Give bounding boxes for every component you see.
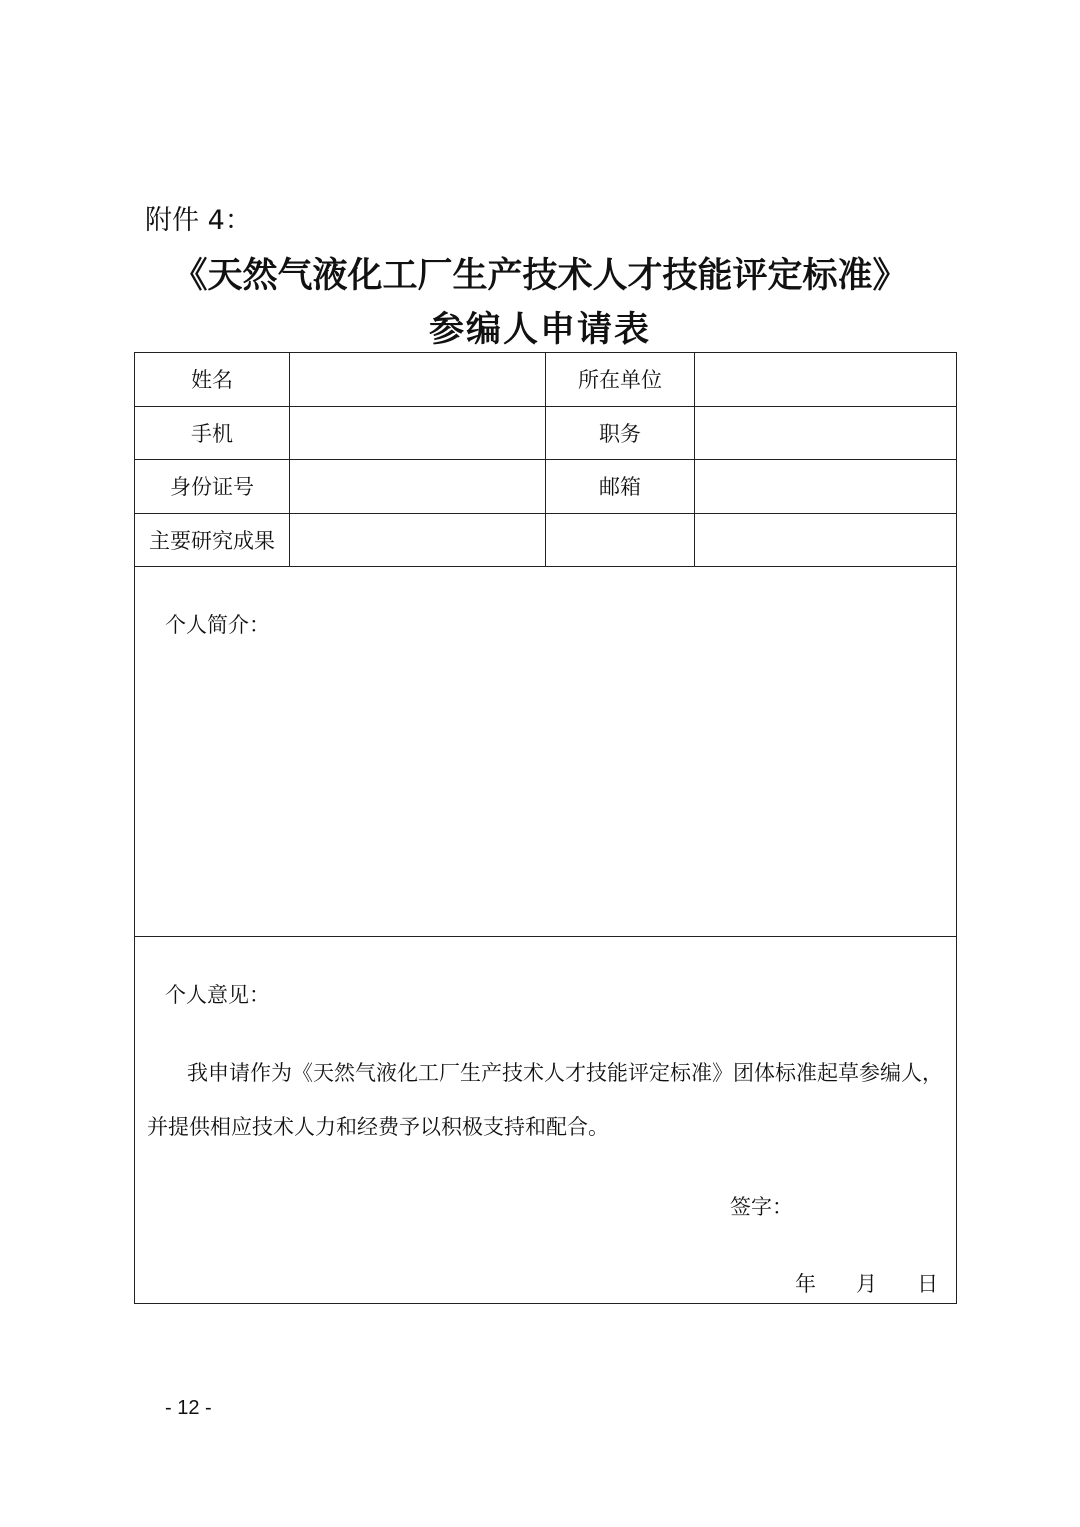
table-row — [135, 513, 957, 567]
table-row — [135, 353, 957, 407]
organization-label: 所在单位 — [546, 353, 695, 407]
personal-intro-cell[interactable] — [135, 567, 957, 937]
form-title: 《天然气液化工厂生产技术人才技能评定标准》 — [172, 255, 908, 296]
personal-opinion-label: 个人意见： — [165, 983, 270, 1007]
mobile-label: 手机 — [135, 406, 290, 460]
signature-label: 签字： — [730, 1195, 793, 1219]
attachment-label: 附件 4： — [145, 205, 252, 236]
opinion-statement-line1: 我申请作为《天然气液化工厂生产技术人才技能评定标准》团体标准起草参编人， — [187, 1061, 943, 1085]
email-field[interactable] — [695, 460, 957, 514]
name-field[interactable] — [290, 353, 546, 407]
opinion-statement-line2: 并提供相应技术人力和经费予以积极支持和配合。 — [147, 1115, 609, 1139]
position-label: 职务 — [546, 406, 695, 460]
position-field[interactable] — [695, 406, 957, 460]
research-results-field-2[interactable] — [546, 513, 695, 567]
table-row — [135, 460, 957, 514]
date-label: 年 月 日 — [795, 1272, 939, 1296]
personal-opinion-cell[interactable] — [135, 937, 957, 1304]
organization-field[interactable] — [695, 353, 957, 407]
table-row — [135, 937, 957, 1304]
id-number-label: 身份证号 — [135, 460, 290, 514]
mobile-field[interactable] — [290, 406, 546, 460]
name-label: 姓名 — [135, 353, 290, 407]
id-number-field[interactable] — [290, 460, 546, 514]
research-results-field-1[interactable] — [290, 513, 546, 567]
table-row — [135, 406, 957, 460]
personal-intro-label: 个人简介： — [165, 613, 270, 637]
form-subtitle: 参编人申请表 — [428, 309, 651, 350]
page-number: - 12 - — [165, 1397, 212, 1419]
research-results-label: 主要研究成果 — [135, 513, 290, 567]
application-form-table — [134, 352, 957, 1304]
table-row — [135, 567, 957, 937]
email-label: 邮箱 — [546, 460, 695, 514]
research-results-field-3[interactable] — [695, 513, 957, 567]
